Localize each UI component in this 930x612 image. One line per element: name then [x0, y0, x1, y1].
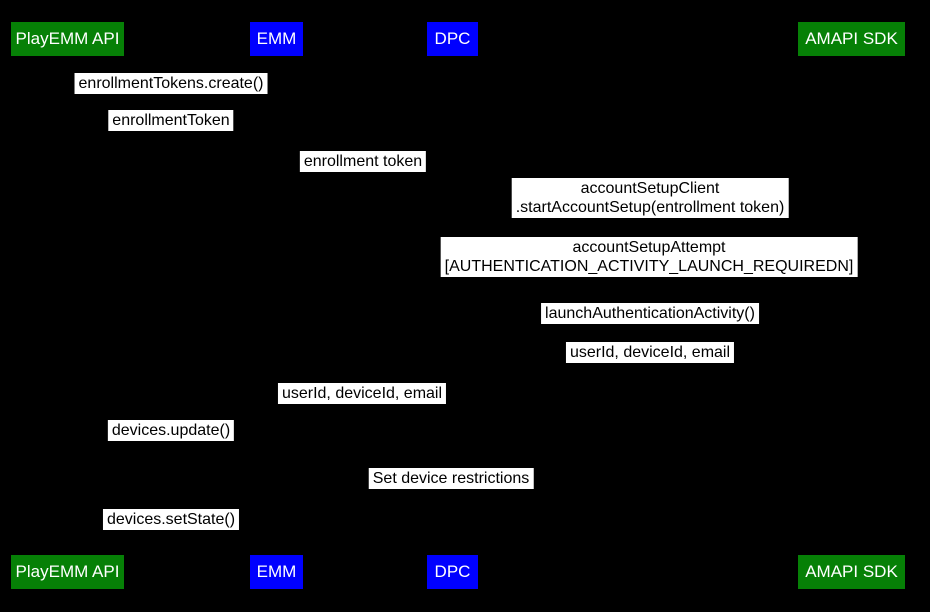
message-line: accountSetupAttempt — [572, 239, 726, 256]
message-enrollment-token-forward: enrollment token — [300, 151, 426, 172]
actor-playemm-api-top: PlayEMM API — [11, 22, 124, 56]
actor-emm-top: EMM — [250, 22, 303, 56]
message-line: .startAccountSetup(entrollment token) — [515, 199, 785, 216]
message-enrollment-token-return: enrollmentToken — [108, 110, 233, 131]
actor-emm-bottom: EMM — [250, 555, 303, 589]
message-account-setup-attempt — [441, 237, 858, 277]
actor-dpc-top: DPC — [427, 22, 478, 56]
message-userid-deviceid-email-to-dpc: userId, deviceId, email — [566, 342, 734, 363]
actor-playemm-api-bottom: PlayEMM API — [11, 555, 124, 589]
message-userid-deviceid-email-to-emm: userId, deviceId, email — [278, 383, 446, 404]
actor-dpc-bottom: DPC — [427, 555, 478, 589]
actor-amapi-sdk-top: AMAPI SDK — [798, 22, 905, 56]
message-devices-set-state: devices.setState() — [103, 509, 239, 530]
message-launch-authentication-activity: launchAuthenticationActivity() — [541, 303, 759, 324]
message-start-account-setup — [512, 178, 789, 218]
message-line: [AUTHENTICATION_ACTIVITY_LAUNCH_REQUIREDN] — [444, 258, 854, 275]
actor-amapi-sdk-bottom: AMAPI SDK — [798, 555, 905, 589]
message-devices-update: devices.update() — [108, 420, 234, 441]
message-enrollment-tokens-create: enrollmentTokens.create() — [75, 73, 268, 94]
message-set-device-restrictions: Set device restrictions — [369, 468, 534, 489]
message-line: accountSetupClient — [580, 180, 720, 197]
